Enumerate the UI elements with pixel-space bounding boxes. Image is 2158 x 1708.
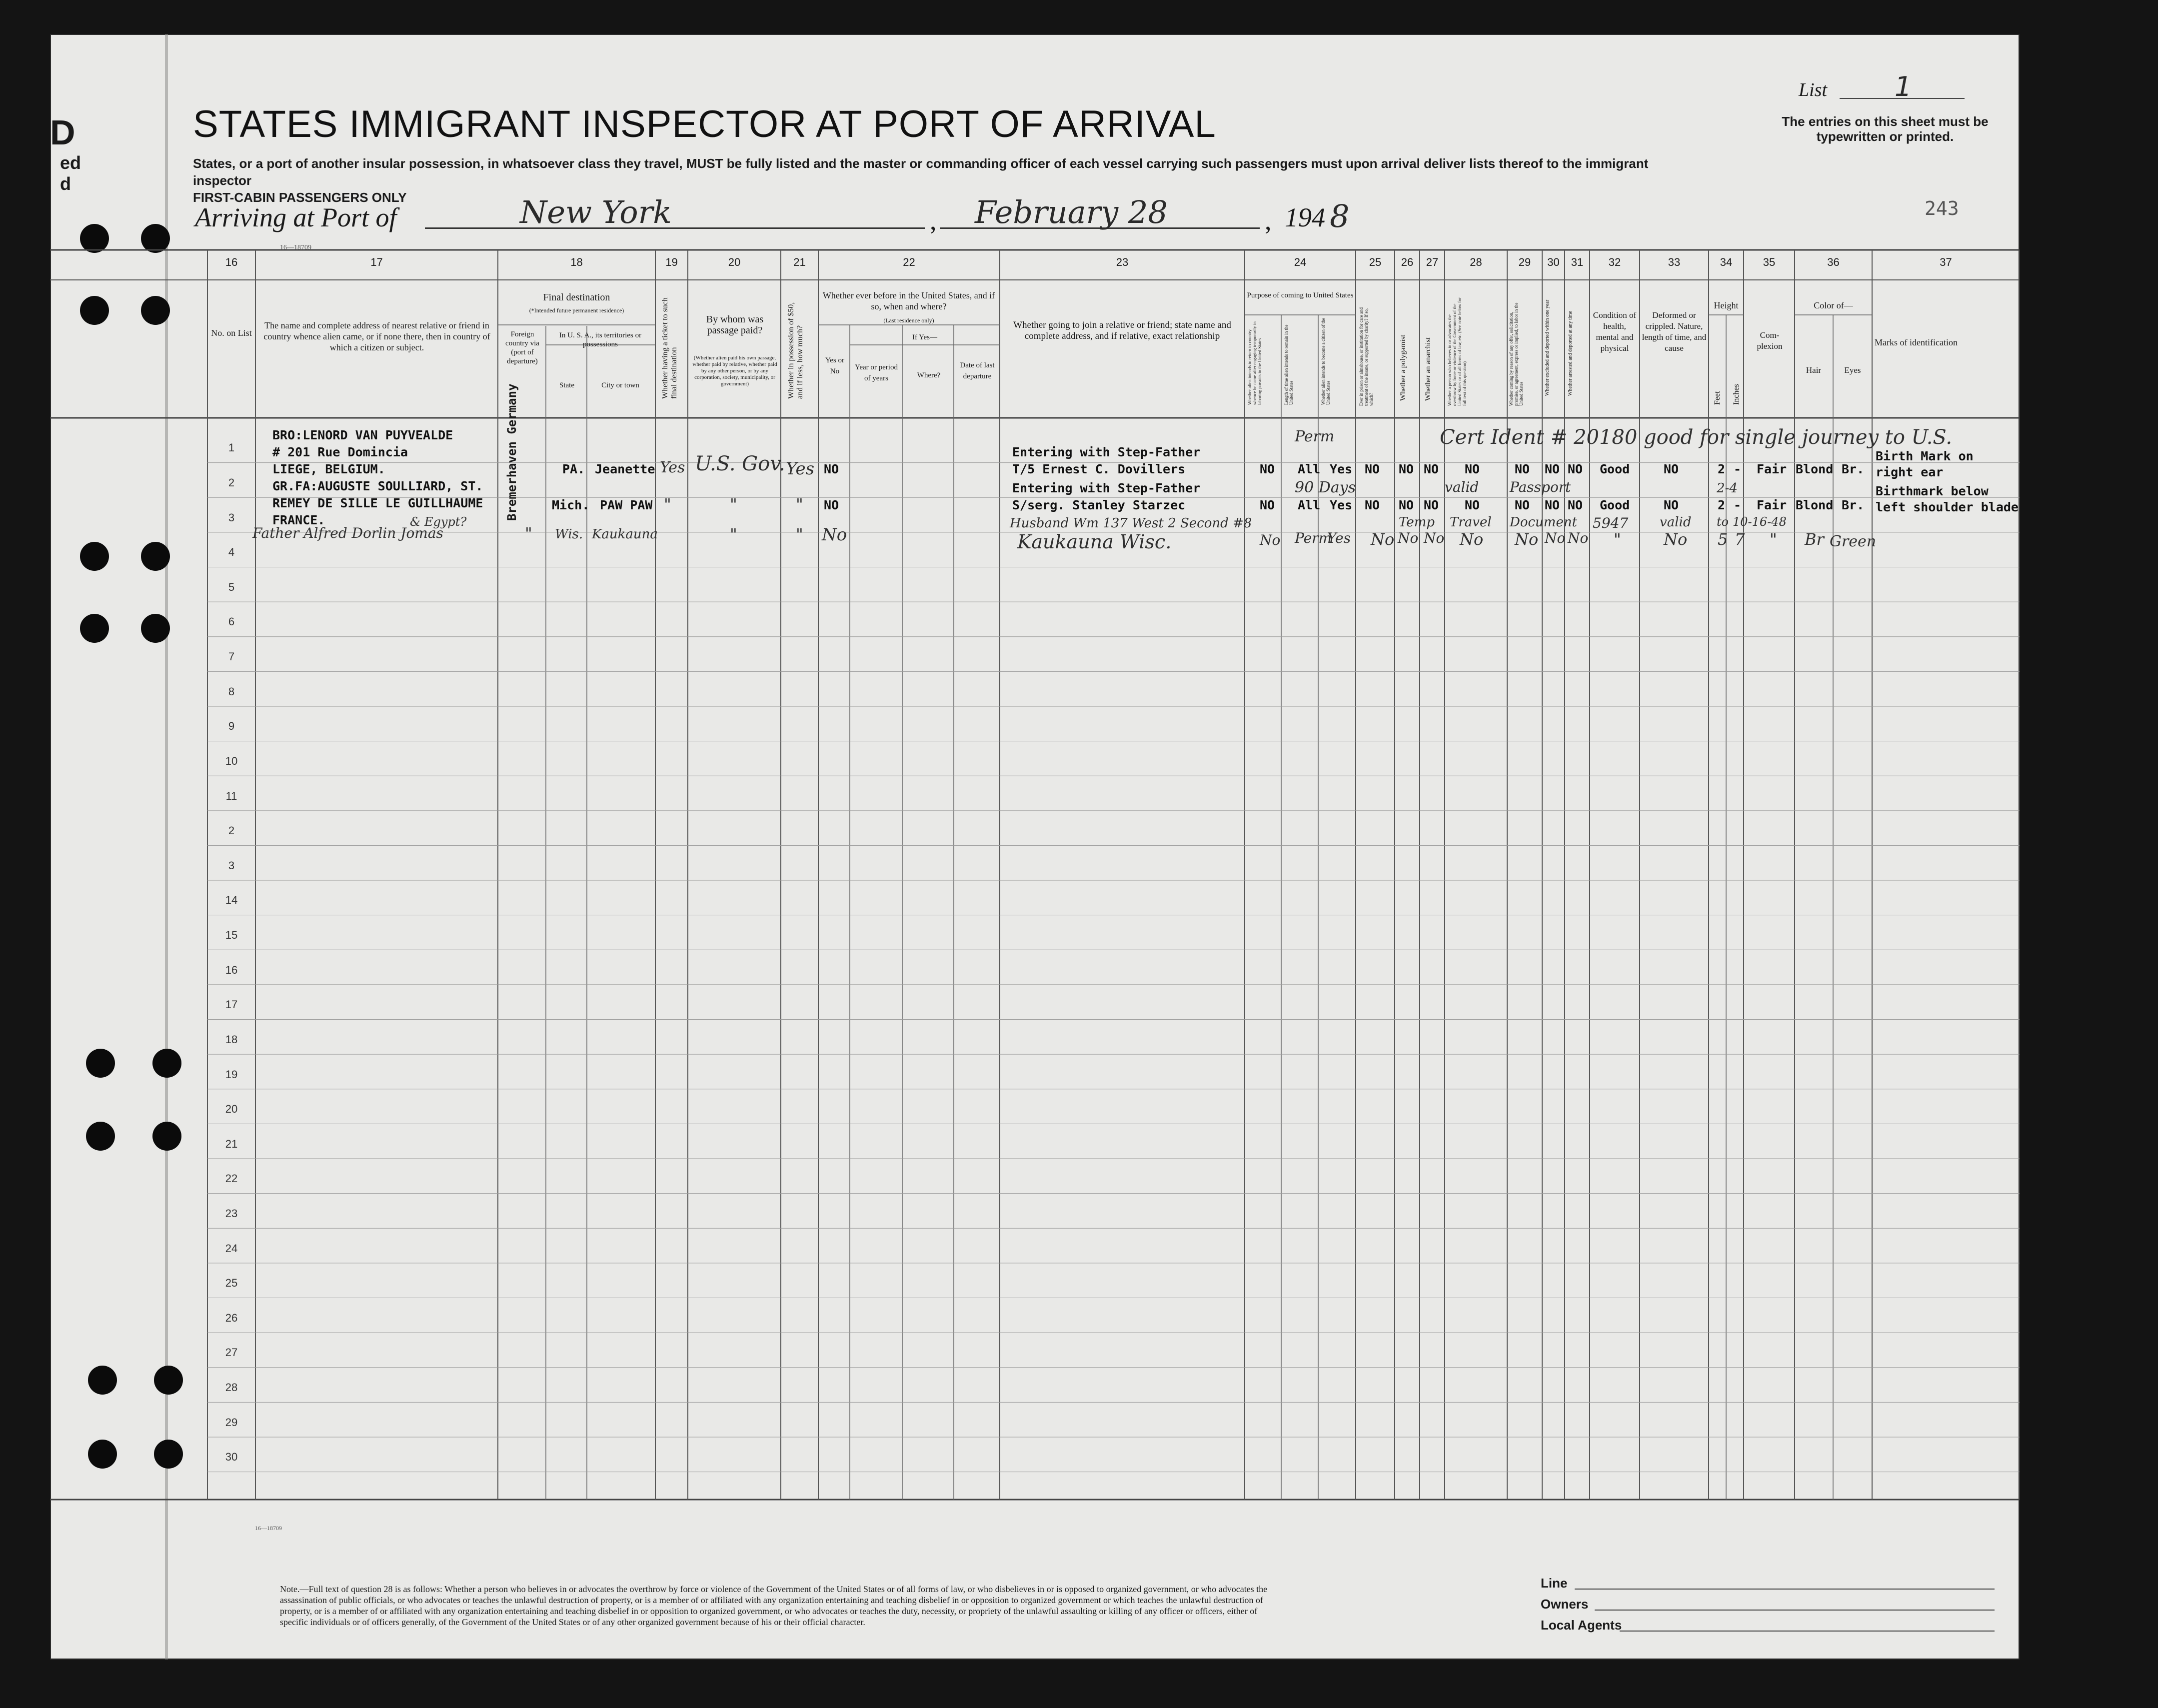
col-sub-year-period: Year or period of years — [855, 363, 898, 382]
r2-join-line2: S/serg. Stanley Starzec — [1012, 498, 1186, 512]
r1-deformed: NO — [1664, 462, 1679, 476]
col-sub-intends-return: Whether alien intends to return to country whence he came after engaging temporarily in laboring pursuits in the United States — [1247, 321, 1262, 405]
r3-c30: No — [1545, 530, 1566, 546]
r2-c30: NO — [1545, 498, 1560, 512]
r2-join-line1: Entering with Step-Father — [1012, 481, 1201, 495]
r2-c31: NO — [1568, 498, 1583, 512]
r2-deformed: NO — [1664, 498, 1679, 512]
col-header-labor-offer: Whether coming by reason of any offer, solicitation, promise, or agreement, express or implied, to labor in the United States — [1509, 302, 1524, 406]
r2-length-hand: 90 Days — [1295, 479, 1356, 496]
row-number: 24 — [225, 1242, 238, 1255]
r1-relative-line3: LIEGE, BELGIUM. — [272, 462, 385, 476]
row-number: 3 — [228, 511, 235, 524]
col-sub-date-departure: Date of last departure — [960, 361, 995, 380]
row-number: 30 — [225, 1451, 238, 1464]
r3-c29: No — [1515, 530, 1539, 549]
col-header-anarchist: Whether an anarchist — [1424, 337, 1432, 401]
col-header-relative: The name and complete address of nearest relative or friend in country whence alien came, or if none there, then in country of which a citizen or subject. — [263, 320, 490, 352]
r3-join-top: Husband Wm 137 West 2 Second #8 — [1010, 516, 1252, 531]
col-num-17: 17 — [370, 256, 383, 268]
row-number: 26 — [225, 1311, 238, 1324]
col-header-color: Color of— — [1814, 300, 1853, 310]
line-field — [1575, 1589, 1995, 1590]
year-handwritten: 8 — [1330, 198, 1350, 234]
r2-c25: NO — [1365, 498, 1380, 512]
row-number: 18 — [225, 1033, 238, 1046]
row-number: 10 — [225, 754, 238, 767]
r3-c25: No — [1371, 530, 1395, 549]
r3-c27: No — [1424, 530, 1445, 546]
col-num-36: 36 — [1827, 256, 1840, 268]
r3-intends-return: No — [1260, 532, 1281, 548]
r2-citizen: Yes — [1330, 498, 1353, 512]
line-label: Line — [1541, 1576, 1568, 1591]
row-number: 19 — [225, 1068, 238, 1081]
row-number: 11 — [225, 789, 237, 802]
col-num-30: 30 — [1547, 256, 1560, 268]
col-num-23: 23 — [1116, 256, 1129, 268]
r2-relative-line1: GR.FA:AUGUSTE SOULLIARD, ST. — [272, 479, 483, 493]
row-number: 20 — [225, 1103, 238, 1116]
col-header-deformed: Deformed or crippled. Nature, length of time, and cause — [1642, 310, 1707, 353]
r3-inches-top: 10-16-48 — [1733, 515, 1787, 529]
r2-c29: NO — [1515, 498, 1530, 512]
row-number: 28 — [225, 1381, 238, 1394]
r1-passage-paid: U.S. Gov. — [695, 452, 785, 475]
r3-c28-top: Travel — [1450, 515, 1492, 530]
row-number: 16 — [225, 963, 238, 976]
r3-health-top: 5947 — [1593, 515, 1629, 531]
typewritten-note: The entries on this sheet must be typewritten or printed. — [1782, 114, 1989, 144]
r1-feet: 2 — [1718, 462, 1726, 476]
r2-valid-overwrite: valid — [1445, 479, 1479, 495]
row-number: 2 — [228, 824, 235, 837]
col-num-26: 26 — [1401, 256, 1414, 268]
row-number: 14 — [225, 894, 238, 907]
arriving-label: Arriving at Port of — [195, 202, 397, 232]
col-sub-yes-no: Yes or No — [825, 356, 845, 375]
r2-relative-line3: FRANCE. — [272, 513, 325, 527]
col-sub-hair: Hair — [1806, 365, 1822, 375]
col-header-arrested: Whether arrested and deported at any time — [1568, 311, 1573, 396]
r3-hair: Br — [1805, 530, 1824, 549]
r2-marks-line2: left shoulder blade — [1876, 500, 2019, 514]
r2-inches: - — [1734, 498, 1742, 512]
r3-complexion: " — [1770, 530, 1777, 549]
r1-length-hand: Perm — [1295, 428, 1335, 445]
r2-health: Good — [1600, 498, 1630, 512]
row-number: 7 — [228, 650, 235, 663]
r1-money: Yes — [786, 459, 815, 479]
r1-relative-line1: BRO:LENORD VAN PUYVEALDE — [272, 428, 453, 442]
r3-ever-before: No — [822, 525, 847, 545]
col-header-marks: Marks of identification — [1875, 337, 1958, 347]
col-header-q28: Whether a person who believes in or advocates the overthrow by force or violence of the Government of the United States or of all forms of law, etc. (See note below for full text of this question) — [1447, 297, 1467, 406]
r1-c28: NO — [1465, 462, 1480, 476]
r3-deformed-top: valid — [1660, 515, 1692, 530]
r2-city: PAW PAW — [600, 498, 653, 512]
r2-hair: Blond — [1796, 498, 1834, 512]
r1-join-line1: Entering with Step-Father — [1012, 445, 1201, 459]
col-sub-in-usa: In U. S. A., its territories or possessions — [559, 331, 642, 348]
row-number: 3 — [228, 859, 235, 872]
r3-health: " — [1614, 530, 1621, 549]
r1-intends-return: NO — [1260, 462, 1275, 476]
r1-complexion: Fair — [1757, 462, 1787, 476]
r2-height-hand: 2-4 — [1717, 481, 1738, 496]
port-name: New York — [520, 194, 672, 230]
r1-inches: - — [1734, 462, 1742, 476]
local-agents-field — [1620, 1631, 1995, 1632]
col-header-ticket: Whether having a ticket to such final destination — [661, 297, 678, 399]
instructions: States, or a port of another insular possession, in whatsoever class they travel, MUST be fully listed and the master or commanding officer of each vessel carrying such passengers must upon arrival deliver lists thereof to the immigrant inspector FIRST-CABIN PASSENGERS ONLY — [193, 156, 1649, 205]
r2-marks-line1: Birthmark below — [1876, 484, 1989, 498]
r3-deformed: No — [1664, 530, 1688, 549]
question-28-note: Note.—Full text of question 28 is as follows: Whether a person who believes in or advocates the overthrow by force or violence of the Government of the United States or of all forms of law, or who disbelieves in or is opposed to organized government, or who advocates the assassination of public officials, or who advocates or teaches the unlawful destruction of property, or is a member of or affiliated with any organization entertaining and teaching disbelief in or opposition to organized government or which teaches the unlawful destruction of property, or is a member of or affiliated with any organization entertaining and teaching disbelief in or opposition to organized government, or who advocates or teaches the duty, necessity, or propriety of the unlawful assaulting or killing of any officer or officers, either of specific individuals or of officers generally, of the Government of the United States or of any other organized government because of his or their official character. — [280, 1584, 1268, 1627]
r3-length: Perm — [1295, 530, 1332, 546]
col-subheader-passage-paid: (Whether alien paid his own passage, whether paid by relative, whether paid by any other person, or by any corporation, society, municipality, or government) — [692, 355, 777, 387]
col-sub-feet: Feet — [1713, 391, 1722, 405]
row-number: 15 — [225, 929, 238, 942]
col-num-18: 18 — [570, 256, 583, 268]
r2-intends-return: NO — [1260, 498, 1275, 512]
r1-ever-before: NO — [824, 462, 839, 476]
col-header-no-on-list: No. on List — [211, 328, 252, 338]
r3-c26-top: Temp — [1399, 515, 1435, 530]
r2-feet: 2 — [1718, 498, 1726, 512]
col-header-purpose: Purpose of coming to United States — [1247, 291, 1354, 299]
r1-c31: NO — [1568, 462, 1583, 476]
owners-field — [1595, 1610, 1995, 1611]
row-number: 9 — [228, 720, 235, 733]
col-num-32: 32 — [1608, 256, 1621, 268]
col-num-34: 34 — [1720, 256, 1733, 268]
r2-c28: NO — [1465, 498, 1480, 512]
col-header-complexion: Com- plexion — [1757, 330, 1783, 351]
r1-relative-line2: # 201 Rue Domincia — [272, 445, 408, 459]
r2-money: " — [796, 495, 803, 514]
r3-relative-top: & Egypt? — [410, 515, 467, 529]
col-sub-length-of-time: Length of time alien intends to remain in the United States — [1284, 324, 1294, 405]
r3-eyes: Green — [1830, 533, 1877, 550]
col-num-35: 35 — [1763, 256, 1776, 268]
col-num-19: 19 — [665, 256, 678, 268]
comma: , — [1265, 205, 1272, 235]
col-num-25: 25 — [1369, 256, 1382, 268]
year-printed: 194 — [1285, 202, 1325, 232]
col-header-ever-before: Whether ever before in the United States, and if so, when and where? — [822, 290, 995, 311]
r3-citizen: Yes — [1327, 530, 1351, 546]
r3-relative: Father Alfred Dorlin Jomas — [252, 525, 443, 541]
col-num-21: 21 — [793, 256, 806, 268]
r2-c26: NO — [1399, 498, 1414, 512]
r1-c27: NO — [1424, 462, 1439, 476]
col-sub-eyes: Eyes — [1844, 365, 1861, 375]
r1-length: All — [1298, 462, 1321, 476]
r1-certificate-overwrite: Cert Ident # 20180 good for single journey to U.S. — [1440, 426, 1953, 449]
col-subheader-final-destination: (*Intended future permanent residence) — [529, 307, 624, 314]
r3-c26: No — [1398, 530, 1419, 546]
col-header-health: Condition of health, mental and physical — [1593, 310, 1637, 353]
r3-c29-top: Document — [1510, 515, 1578, 530]
r2-relative-line2: REMEY DE SILLE LE GUILLHAUME — [272, 496, 483, 510]
r1-citizen: Yes — [1330, 462, 1353, 476]
col-num-29: 29 — [1518, 256, 1531, 268]
r2-length: All — [1298, 498, 1321, 512]
row-number: 2 — [228, 476, 235, 489]
row-number: 23 — [225, 1207, 238, 1220]
r3-state: Wis. — [555, 527, 583, 542]
row-number: 8 — [228, 685, 235, 698]
comma: , — [930, 205, 937, 235]
col-sub-foreign-country: Foreign country via (port of departure) — [505, 330, 539, 365]
r1-join-line2: T/5 Ernest C. Dovillers — [1012, 462, 1186, 476]
r3-join: Kaukauna Wisc. — [1017, 531, 1172, 553]
col-num-22: 22 — [903, 256, 915, 268]
row-number: 4 — [228, 546, 235, 559]
col-num-31: 31 — [1571, 256, 1584, 268]
row-number: 1 — [228, 441, 235, 454]
r1-city: Jeanette — [595, 462, 655, 476]
col-sub-if-yes: If Yes— — [912, 333, 937, 341]
col-sub-inches: Inches — [1732, 384, 1741, 405]
row-number: 25 — [225, 1277, 238, 1290]
arrival-date: February 28 — [975, 194, 1168, 230]
row-number: 21 — [225, 1137, 238, 1150]
col-sub-city: City or town — [601, 381, 639, 389]
r1-c26: NO — [1399, 462, 1414, 476]
r3-money: " — [796, 525, 803, 544]
list-label: List — [1799, 79, 1828, 100]
row-number: 27 — [225, 1346, 238, 1359]
r2-complexion: Fair — [1757, 498, 1787, 512]
r1-marks-line1: Birth Mark on — [1876, 449, 1974, 463]
r3-c28: No — [1460, 530, 1484, 549]
col-header-prison: Ever in prison or almshouse, or institution for care and treatment of the insane, or supported by charity? If so, which? — [1359, 307, 1374, 406]
r2-ticket: " — [664, 495, 671, 514]
port-line — [425, 227, 925, 229]
r2-passage-paid: " — [730, 495, 737, 514]
col-subheader-ever-before: (Last residence only) — [883, 317, 934, 324]
col-header-join-relative: Whether going to join a relative or friend; state name and complete address, and if relative, exact relationship — [1013, 320, 1231, 341]
col-header-final-destination: Final destination — [543, 292, 610, 303]
col-num-27: 27 — [1426, 256, 1439, 268]
r1-c30: NO — [1545, 462, 1560, 476]
row-number: 5 — [228, 580, 235, 593]
col-header-excluded: Whether excluded and deported within one year — [1545, 299, 1550, 396]
r2-ever-before: NO — [824, 498, 839, 512]
row-number: 22 — [225, 1172, 238, 1185]
r2-passport-overwrite: Passport — [1510, 479, 1571, 495]
row-number: 29 — [225, 1416, 238, 1429]
r3-c31: No — [1568, 530, 1589, 546]
r3-feet-top: to — [1717, 515, 1729, 529]
col-num-37: 37 — [1940, 256, 1952, 268]
r1-eyes: Br. — [1842, 462, 1865, 476]
form-code: 16—18709 — [280, 244, 311, 251]
r1-health: Good — [1600, 462, 1630, 476]
r3-city: Kaukauna — [592, 527, 658, 542]
col-header-height: Height — [1714, 300, 1739, 310]
owners-label: Owners — [1541, 1597, 1589, 1612]
foreign-port-departure: Bremerhaven Germany — [505, 383, 519, 521]
col-header-polygamist: Whether a polygamist — [1399, 334, 1407, 401]
sheet-number: 243 — [1925, 197, 1959, 219]
col-num-20: 20 — [728, 256, 741, 268]
footer-form-code: 16—18709 — [255, 1525, 282, 1532]
col-sub-state: State — [559, 381, 574, 389]
r1-hair: Blond — [1796, 462, 1834, 476]
r3-foreign: " — [525, 524, 532, 543]
col-header-fifty-dollars: Whether in possession of $50, and if less, how much? — [787, 302, 804, 399]
col-sub-where: Where? — [917, 371, 941, 379]
row-number: 17 — [225, 998, 238, 1011]
r3-inches: 7 — [1735, 530, 1745, 549]
col-num-24: 24 — [1294, 256, 1307, 268]
r2-eyes: Br. — [1842, 498, 1865, 512]
col-num-16: 16 — [225, 256, 238, 268]
col-header-passage-paid: By whom was passage paid? — [706, 314, 764, 336]
page-title: STATES IMMIGRANT INSPECTOR AT PORT OF ARRIVAL — [193, 103, 1216, 145]
r1-c25: NO — [1365, 462, 1380, 476]
col-num-33: 33 — [1668, 256, 1681, 268]
col-num-28: 28 — [1470, 256, 1482, 268]
local-agents-label: Local Agents — [1541, 1618, 1622, 1633]
row-number: 6 — [228, 615, 235, 628]
r1-marks-line2: right ear — [1876, 465, 1944, 479]
r3-feet: 5 — [1718, 530, 1728, 549]
r1-c29: NO — [1515, 462, 1530, 476]
r2-c27: NO — [1424, 498, 1439, 512]
left-margin-fragment: D ed d — [50, 113, 81, 194]
list-number: 1 — [1895, 71, 1912, 102]
r1-ticket: Yes — [660, 459, 685, 476]
col-sub-become-citizen: Whether alien intends to become a citizen of the United States — [1321, 318, 1331, 405]
r1-state: PA. — [562, 462, 585, 476]
r2-state: Mich. — [552, 498, 590, 512]
r3-passage-paid: " — [730, 525, 737, 544]
